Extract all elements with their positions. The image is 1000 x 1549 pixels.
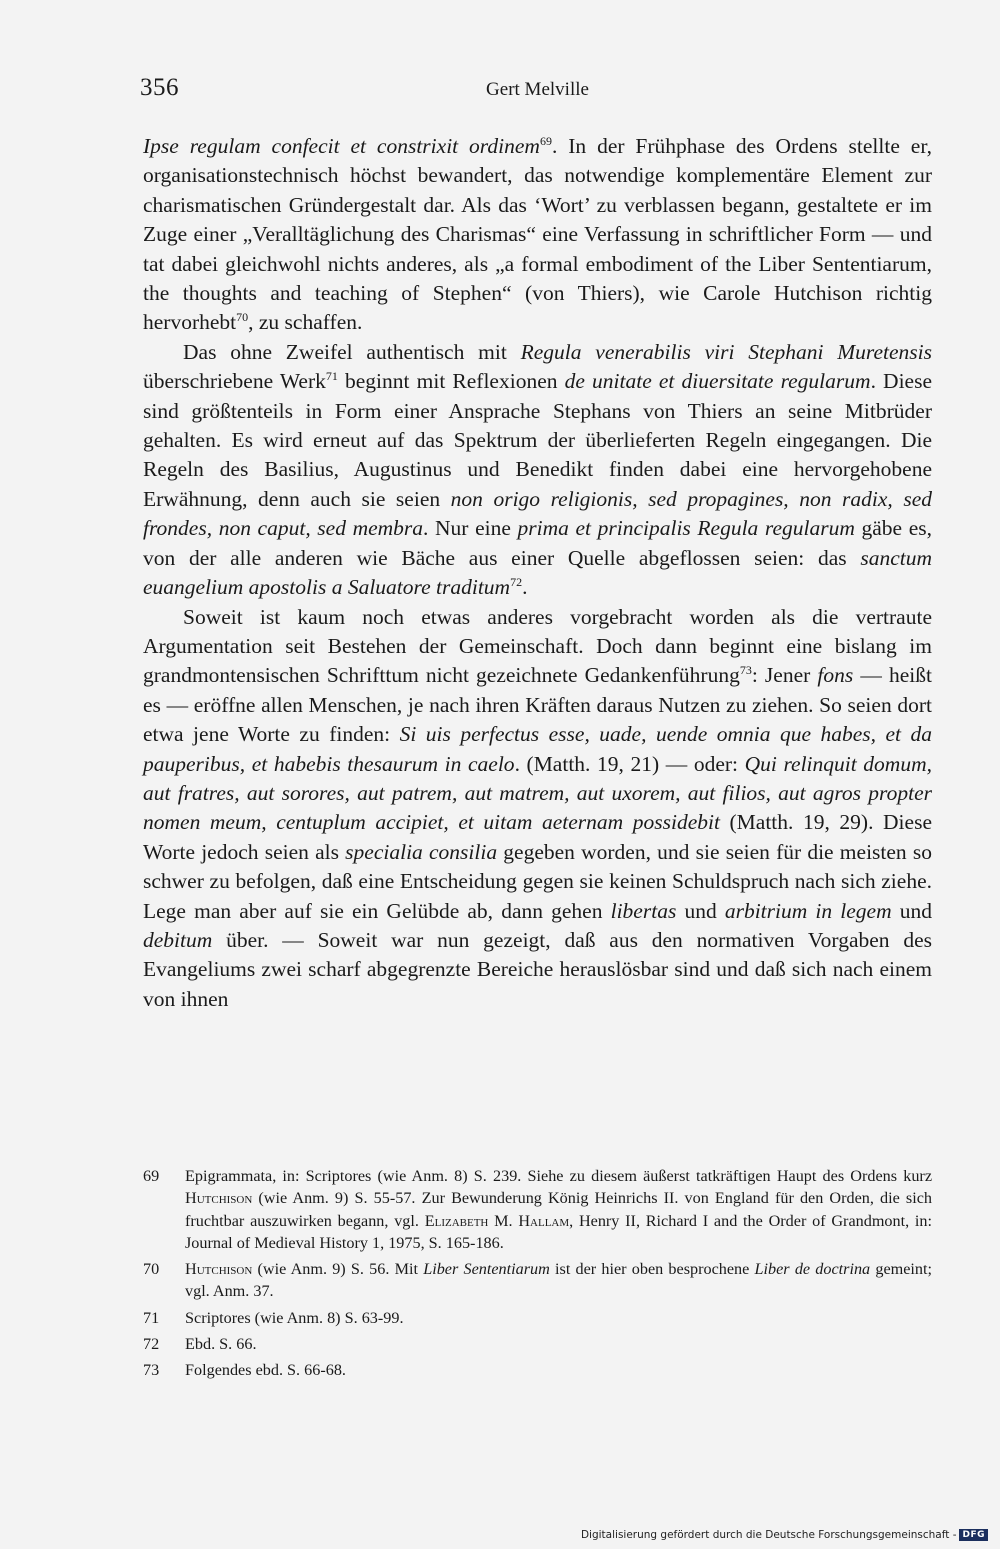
footnotes [143,1165,932,1386]
text: , zu schaffen. [248,310,363,335]
text: (wie Anm. 9) S. 55-57. Zur Bewunderung König Heinrichs II. von England für den Orden, die sich fruchtbar auszuwirken begann, vgl. [185,1189,932,1230]
page-number: 356 [140,74,179,101]
latin-title: Liber Sententiarum [423,1260,550,1279]
text: ist der hier oben besprochene [549,1260,755,1279]
footnote-number: 71 [143,1308,160,1327]
latin-phrase: arbitrium in legem [724,898,892,923]
footnote-text: Folgendes ebd. S. 66-68. [185,1361,346,1380]
paragraph-2 [143,338,932,603]
footnote-number: 69 [143,1167,160,1185]
text: und [676,898,725,923]
footnote-ref-72[interactable]: 72 [510,574,523,589]
author-name: Hutchison [185,1189,253,1208]
text: . (Matth. 19, 21) — oder: [514,751,745,776]
footnote-69 [143,1165,932,1254]
footnote-70 [143,1258,932,1303]
text: über. — Soweit war nun gezeigt, daß aus den normativen Vorgaben des Evangeliums zwei scharf abgegrenzte Bereiche herauslösbar sind und daß sich nach einem von ihnen [143,927,932,1011]
running-head: Gert Melville [486,79,589,100]
text: gäbe es, von der alle anderen wie Bäche aus einer Quelle abgeflossen seien: das [143,516,933,570]
footnote-73 [143,1359,932,1381]
latin-title: Regula venerabilis viri Stephani Muretensis [520,339,932,364]
latin-phrase: prima et principalis Regula regularum [517,516,855,541]
text: (wie Anm. 9) S. 56. Mit [252,1260,424,1279]
credit-text: Digitalisierung gefördert durch die Deutsche Forschungsgemeinschaft - [580,1529,957,1541]
footnote-number: 72 [143,1335,160,1354]
author-name: Hutchison [185,1260,253,1279]
text: . Diese sind größtenteils in Form einer Ansprache Stephans von Thiers an seine Mitbrüder gehalten. Es wird erneut auf das Spektrum der überlieferten Regeln eingegangen. Die Regeln des Basilius, Augustinus und Benedikt finden dabei eine hervorgehobene Erwähnung, denn auch sie seien [143,369,933,511]
footnote-ref-71[interactable]: 71 [325,369,338,384]
latin-title: Liber de doctrina [754,1260,871,1279]
latin-phrase: specialia consilia [345,839,498,864]
footnote-text [185,1165,932,1254]
text: . Nur eine [423,516,518,541]
dfg-logo[interactable]: DFG [959,1529,988,1541]
latin-phrase: de unitate et diuersitate regularum [564,369,871,394]
latin-phrase: sanctum euangelium apostolis a Saluatore traditum [143,545,932,600]
digitization-credit [581,1529,988,1541]
footnote-72 [143,1333,932,1355]
text: Das ohne Zweifel authentisch mit [183,339,521,364]
latin-word: libertas [610,898,677,923]
latin-quote: Si uis perfectus esse, uade, uende omnia que habes, et da pauperibus, et habebis thesaurum in caelo [143,722,932,776]
footnote-text [185,1258,932,1303]
latin-word: debitum [143,927,213,952]
footnote-number: 73 [143,1361,160,1380]
latin-quote: Qui relinquit domum, aut fratres, aut sorores, aut patrem, aut matrem, aut uxorem, aut filios, aut agros propter nomen meum, centuplum accipiet, et uitam aeternam possidebit [143,751,932,835]
text: . [522,575,528,600]
latin-quote: Ipse regulam confecit et constrixit ordinem [143,134,540,158]
main-text [143,132,932,1014]
text: Soweit ist kaum noch etwas anderes vorgebracht worden als die vertraute Argumentation seit Bestehen der Gemeinschaft. Doch dann beginnt eine bislang im grandmontensischen Schrifttum nicht gezeichnete Gedankenführung [143,604,932,688]
latin-word: fons [817,663,854,688]
text: (Matth. 19, 29). Diese Worte jedoch seien als [143,810,932,864]
text: , Henry II, Richard I and the Order of Grandmont, in: Journal of Medieval History 1, 1975, S. 165-186. [185,1211,932,1252]
paragraph-3 [143,603,932,1015]
footnote-text: Scriptores (wie Anm. 8) S. 63-99. [185,1308,404,1327]
text: gemeint; vgl. Anm. 37. [185,1260,933,1301]
text: Epigrammata, in: Scriptores (wie Anm. 8) S. 239. Siehe zu diesem äußerst tatkräftigen Haupt des Ordens kurz [185,1167,932,1185]
text: und [891,898,933,923]
text: gegeben worden, und sie seien für die meisten so schwer zu befolgen, daß eine Entscheidung gegen sie keinen Schuldspruch nach sich ziehe. Lege man aber auf sie ein Gelübde ab, dann gehen [143,839,932,923]
text: überschriebene Werk [143,369,326,394]
text: . In der Frühphase des Ordens stellte er, organisationstechnisch höchst bewandert, das notwendige komplementäre Element zur charismatischen Gründergestalt dar. Als das ‘Wort’ zu verblassen begann, gestaltete er im Zuge einer „Veralltäglichung des Charismas“ eine Verfassung in schriftlicher Form — und tat dabei gleichwohl nichts anderes, als „a formal embodiment of the Liber Sententiarum, the thoughts and teaching of Stephen“ (von Thiers), wie Carole Hutchison richtig hervorhebt [143,134,933,335]
text: — heißt es — eröffne allen Menschen, je nach ihren Kräften daraus Nutzen zu ziehen. So seien dort etwa jene Worte zu finden: [143,663,932,747]
paragraph-1 [143,132,932,338]
text: : Jener [751,663,818,688]
author-name: Elizabeth M. Hallam [424,1211,570,1230]
footnote-ref-73[interactable]: 73 [739,663,752,678]
footnote-ref-70[interactable]: 70 [236,310,249,325]
footnote-ref-69[interactable]: 69 [539,133,552,148]
footnote-text: Ebd. S. 66. [185,1335,257,1354]
latin-quote: non origo religionis, sed propagines, non radix, sed frondes, non caput, sed membra [143,486,932,541]
footnote-71 [143,1307,932,1329]
footnote-number: 70 [143,1260,160,1279]
text: beginnt mit Reflexionen [337,369,565,394]
